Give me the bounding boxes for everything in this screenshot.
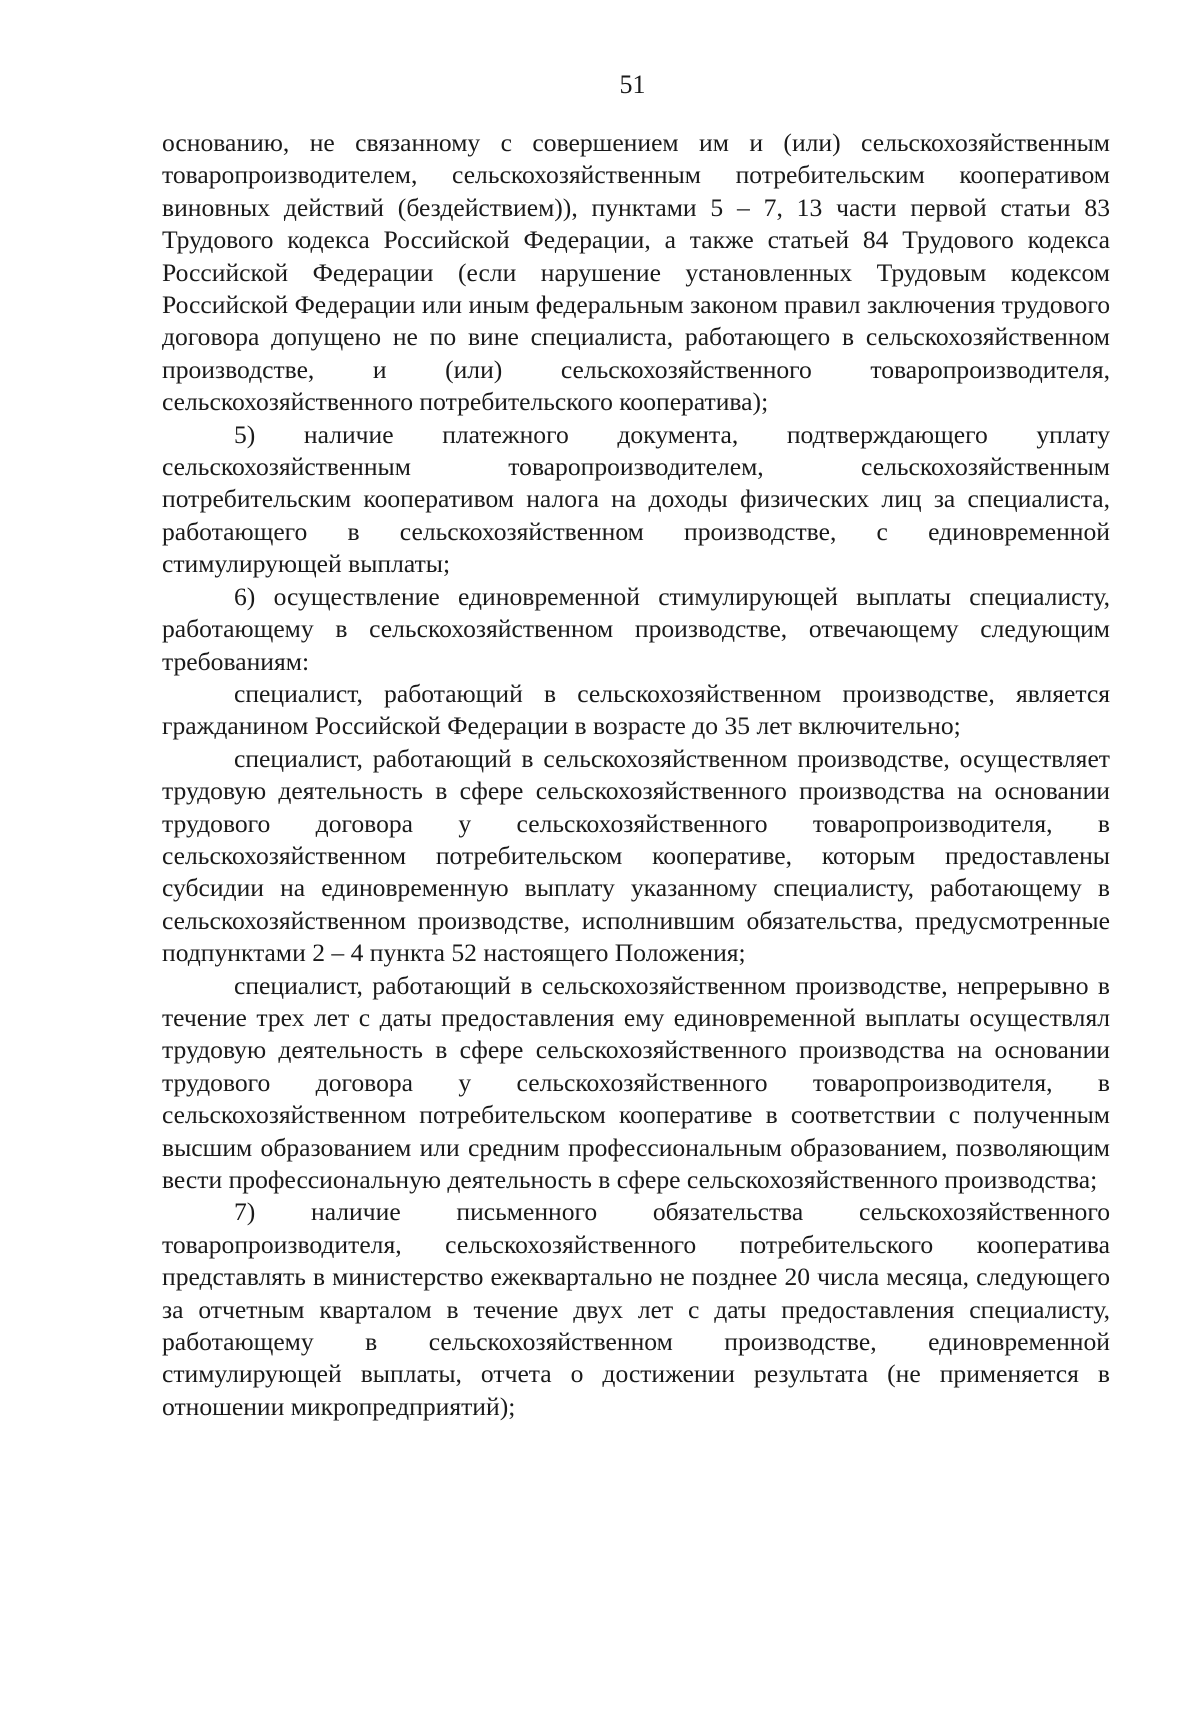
- paragraph-item-5: 5) наличие платежного документа, подтверждающего уплату сельскохозяйственным товаропроизводителем, сельскохозяйственным потребительским кооперативом налога на доходы физических лиц за специалиста, работающего в сельскохозяйственном производстве, с единовременной стимулирующей выплаты;: [162, 419, 1110, 579]
- paragraph-requirement-age: специалист, работающий в сельскохозяйственном производстве, является гражданином Российской Федерации в возрасте до 35 лет включительно;: [162, 678, 1110, 741]
- paragraph-item-7: 7) наличие письменного обязательства сельскохозяйственного товаропроизводителя, сельскохозяйственного потребительского кооператива представлять в министерство ежеквартально не позднее 20 числа месяца, следующего за отчетным кварталом в течение двух лет с даты предоставления специалисту, работающему в сельскохозяйственном производстве, единовременной стимулирующей выплаты, отчета о достижении результата (не применяется в отношении микропредприятий);: [162, 1197, 1110, 1421]
- page-number: 51: [619, 70, 646, 99]
- paragraph-continuation: основанию, не связанному с совершением им и (или) сельскохозяйственным товаропроизводителем, сельскохозяйственным потребительским кооперативом виновных действий (бездействием)), пунктами 5 – 7, 13 части первой статьи 83 Трудового кодекса Российской Федерации, а также статьей 84 Трудового кодекса Российской Федерации (если нарушение установленных Трудовым кодексом Российской Федерации или иным федеральным законом правил заключения трудового договора допущено не по вине специалиста, работающего в сельскохозяйственном производстве, и (или) сельскохозяйственного товаропроизводителя, сельскохозяйственного потребительского кооператива);: [162, 128, 1110, 417]
- document-body: [162, 127, 1110, 1423]
- paragraph-item-6: 6) осуществление единовременной стимулирующей выплаты специалисту, работающему в сельскохозяйственном производстве, отвечающему следующим требованиям:: [162, 581, 1110, 676]
- paragraph-requirement-continuity: специалист, работающий в сельскохозяйственном производстве, непрерывно в течение трех лет с даты предоставления ему единовременной выплаты осуществлял трудовую деятельность в сфере сельскохозяйственного производства на основании трудового договора у сельскохозяйственного товаропроизводителя, в сельскохозяйственном потребительском кооперативе в соответствии с полученным высшим образованием или средним профессиональным образованием, позволяющим вести профессиональную деятельность в сфере сельскохозяйственного производства;: [162, 970, 1110, 1194]
- paragraph-requirement-employment: специалист, работающий в сельскохозяйственном производстве, осуществляет трудовую деятельность в сфере сельскохозяйственного производства на основании трудового договора у сельскохозяйственного товаропроизводителя, в сельскохозяйственном потребительском кооперативе, которым предоставлены субсидии на единовременную выплату указанному специалисту, работающему в сельскохозяйственном производстве, исполнившим обязательства, предусмотренные подпунктами 2 – 4 пункта 52 настоящего Положения;: [162, 743, 1110, 968]
